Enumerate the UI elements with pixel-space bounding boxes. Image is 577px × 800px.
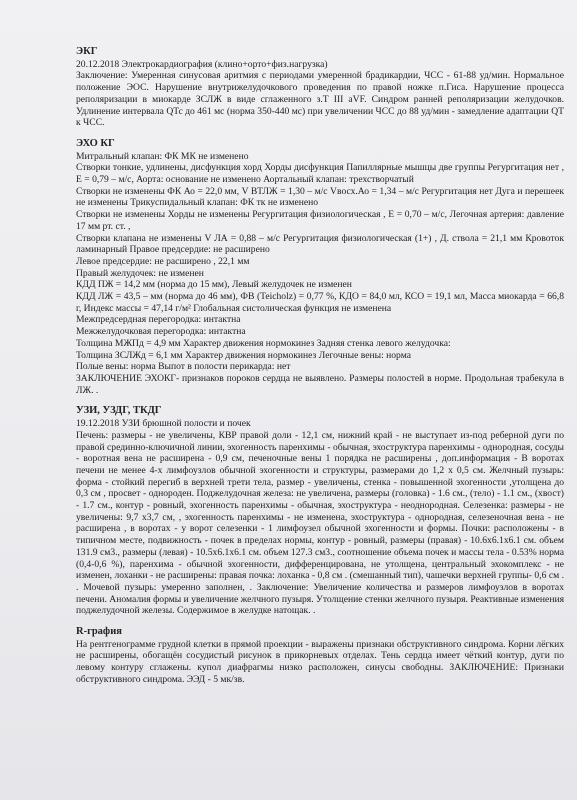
text-line: КДД ПЖ = 14,2 мм (норма до 15 мм), Левый желудочек не изменен	[76, 279, 352, 291]
section-ultrasound	[76, 405, 564, 617]
text-line: Межпредсердная перегородка: интактна	[76, 314, 241, 326]
section-heading: ЭХО КГ	[76, 137, 115, 149]
text-line: Печень: размеры - не увеличены, КВР правой доли - 12,1 см, нижний край - не выступает из-под реберной дуги по правой срединно-ключичной линии, эхогенность паренхимы - обычная, эхоструктура паренхимы - однородная, сосуды - воротная вена не расширена - 0,9 см, печеночные вены 1 порядка не расширены , доп.информация - В воротах печени не менее 4-х лимфоузлов обычной эхогенности и структуры, размерами до 1,2 х 0,5 см. Желчный пузырь: форма - стойкий перегиб в верхней трети тела, размер - увеличены, стенка - повышенной эхогенности ,утолщена до 0,3 см , просвет - однороден. Поджелудочная железа: не увеличена, размеры (головка) - 1.6 см., (тело) - 1.1 см., (хвост) - 1.7 см., контур - ровный, эхогенность паренхимы - обычная, эхоструктура - неоднородная. Селезенка: размеры - не увеличены: 9,7 х3,7 см, , эхогенность паренхимы - не изменена, эхоструктура - однородная, селезеночная вена - не расширена , в воротах - у ворот селезенки - 1 лимфоузел обычной эхогенности и формы. Почки: расположены - в типичном месте, подвижность - почек в пределах нормы, контур - ровный, размеры (правая) - 10.6х6.1х6.1 см. объем 131.9 см3., размеры (левая) - 10.5х6.1х6.1 см. объем 127.3 см3., соотношение объема почек и массы тела - 0.53% норма (0,4-0,6 %), паренхима - обычной эхогенности, дифференцирована, не утолщена, центральный эхокомплекс - не изменен, лоханки - не расширены: правая почка: лоханка - 0,8 см . (смешанный тип), чашечки верхней группы- 0,6 см . . Мочевой пузырь: умеренно заполнен, . Заключение: Увеличение количества и размеров лимфоузлов в воротах печени. Аномалия формы и увеличение желчного пузыря. Утолщение стенки желчного пузыря. Реактивные изменения поджелудочной железы. Содержимое в желудке натощак. .	[76, 429, 564, 617]
text-line: Полые вены: норма Выпот в полости перикарда: нет	[76, 361, 291, 373]
section-heading: УЗИ, УЗДГ, ТКДГ	[76, 405, 162, 417]
section-xray	[76, 626, 564, 686]
text-line: Митральный клапан: ФК МК не изменено	[76, 150, 249, 162]
text-line: Толщина ЗСЛЖд = 6,1 мм Характер движения нормокинез Легочные вены: норма	[76, 349, 411, 361]
section-echo	[76, 138, 564, 396]
text-line: На рентгенограмме грудной клетки в прямой проекции - выражены признаки обструктивного синдрома. Корни лёгких не расширены, обогащён сосудистый рисунок в прикорневых отделах. Тень сердца имеет чёткий контур, дуги по левому контуру сглажены. купол диафрагмы низко расположен, синусы свободны. ЗАКЛЮЧЕНИЕ: Признаки обструктивного синдрома. ЭЭД - 5 мк/зв.	[76, 638, 564, 685]
text-line: Створки не изменены Хорды не изменены Регургитация физиологическая , Е = 0,70 – м/с, Легочная артерия: давление 17 мм рт. ст. ,	[76, 209, 564, 232]
text-line: ЗАКЛЮЧЕНИЕ ЭХОКГ- признаков пороков сердца не выявлено. Размеры полостей в норме. Продольная трабекула в ЛЖ. .	[76, 372, 564, 396]
text-line: Левое предсердие: не расширено , 22,1 мм	[76, 255, 250, 267]
text-line: Толщина МЖПд = 4,9 мм Характер движения нормокинез Задняя стенка левого желудочка:	[76, 337, 451, 349]
text-line: Правый желудочек: не изменен	[76, 267, 204, 279]
section-ecg	[76, 46, 564, 129]
text-line: Створки клапана не изменены V ЛА = 0,88 – м/с Регургитация физиологическая (1+) , Д. ствола = 21,1 мм Кровоток ламинарный Правое предсердие: не расширено	[76, 232, 564, 256]
section-heading: ЭКГ	[76, 46, 98, 57]
text-line: Межжелудочковая перегородка: интактна	[76, 326, 246, 338]
text-line: Створки не изменены ФК Ао = 22,0 мм, V ВТЛЖ = 1,30 – м/с Vвосх.Ао = 1,34 – м/с Регургитация нет Дуга и перешеек не изменены Трикуспидальный клапан: ФК тк не изменено	[76, 185, 564, 209]
text-line: 20.12.2018 Электрокардиография (клино+орто+физ.нагрузка)	[76, 58, 328, 70]
text-line: Заключение: Умеренная синусовая аритмия с периодами умеренной брадикардии, ЧСС - 61-88 уд/мин. Нормальное положение ЭОС. Нарушение внутрижелудочкового проведения по правой ножке п.Гиса. Нарушение процесса реполяризации в миокарде ЗСЛЖ в виде сглаженного з.Т III aVF. Синдром ранней реполяризации желудочков. Удлинение интервала QTc до 461 мс (норма 350-440 мс) при увеличении ЧСС до 88 уд/мин - замедление адаптации QT к ЧСС.	[76, 70, 564, 129]
text-line: КДД ЛЖ = 43,5 – мм (норма до 46 мм), ФВ (Teicholz) = 0,77 %, КДО = 84,0 мл, КСО = 19,1 мл, Масса миокарда = 66,8 г, Индекс массы = 47,14 г/м² Глобальная систолическая функция не изменена	[76, 291, 564, 314]
text-line: 19.12.2018 УЗИ брюшной полости и почек	[76, 418, 251, 430]
text-line: Створки тонкие, удлинены, дисфункция хорд Хорды дисфункция Папиллярные мышцы две группы Регургитация нет , Е = 0,79 – м/с, Аорта: основание не изменено Аортальный клапан: трехстворчатый	[76, 162, 564, 186]
section-heading: R-графия	[76, 626, 122, 638]
document-body	[76, 46, 564, 695]
